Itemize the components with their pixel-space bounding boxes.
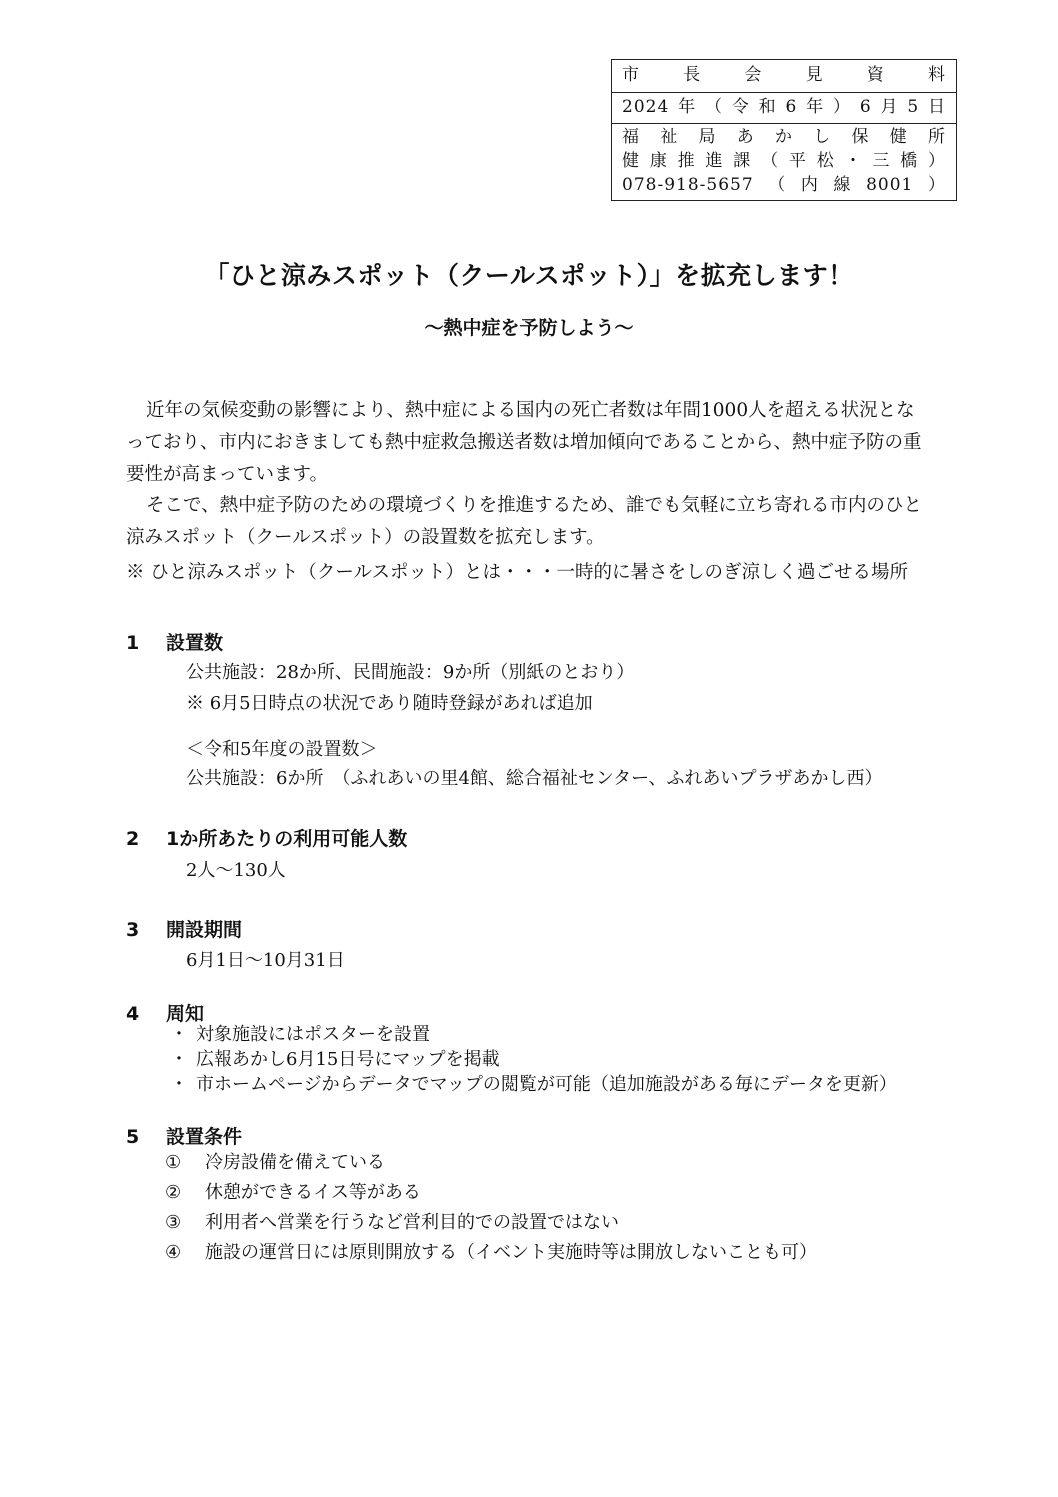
contact-section: 健康推進課（平松・三橋）: [622, 151, 946, 171]
info-row-contact: [612, 123, 956, 201]
list-item-text: 施設の運営日には原則開放する（イベント実施時等は開放しないことも可）: [205, 1242, 817, 1263]
section-2-heading: [126, 824, 407, 851]
section-title: 設置数: [166, 632, 224, 654]
list-item: [170, 1045, 500, 1071]
section-number: 5: [126, 1126, 140, 1148]
intro-line: 涼みスポット（クールスポット）の設置数を拡充します。: [126, 527, 605, 548]
list-marker: ③: [165, 1212, 182, 1233]
info-row-document-type: [612, 60, 956, 93]
press-info-box: [611, 59, 957, 201]
previous-year-heading: ＜令和5年度の設置数＞: [186, 739, 378, 760]
list-item: [170, 1020, 430, 1046]
facility-count: 公共施設：28か所、民間施設：9か所（別紙のとおり）: [186, 662, 635, 683]
bullet: ・: [170, 1024, 188, 1045]
intro-line: っており、市内におきましても熱中症救急搬送者数は増加傾向であることから、熱中症予防の重: [126, 432, 922, 453]
intro-line: 要性が高まっています。: [126, 464, 329, 485]
list-item-text: 市ホームページからデータでマップの閲覧が可能（追加施設がある毎にデータを更新）: [196, 1074, 897, 1095]
bullet: ・: [170, 1049, 188, 1070]
list-marker: ①: [165, 1152, 182, 1173]
intro-paragraph-2: [126, 490, 958, 554]
list-item: [170, 1070, 897, 1096]
list-item-text: 休憩ができるイス等がある: [205, 1182, 421, 1203]
section-title: 開設期間: [166, 919, 243, 941]
section-number: 2: [126, 828, 140, 850]
list-item: [165, 1238, 817, 1264]
list-item-text: 利用者へ営業を行うなど営利目的での設置ではない: [205, 1212, 619, 1233]
section-title: 1か所あたりの利用可能人数: [166, 828, 408, 850]
list-item: [165, 1148, 385, 1174]
section-3-heading: [126, 915, 242, 942]
page-title: 「ひと涼みスポット（クールスポット）」を拡充します！: [204, 261, 854, 290]
contact-phone: 078-918-5657（内線8001）: [622, 175, 946, 195]
intro-line: 近年の気候変動の影響により、熱中症による国内の死亡者数は年間1000人を超える状況とな: [146, 400, 915, 421]
opening-period: 6月1日～10月31日: [186, 950, 345, 971]
intro-paragraph-1: [126, 395, 958, 491]
section-5-heading: [126, 1122, 242, 1149]
intro-line: そこで、熱中症予防のための環境づくりを推進するため、誰でも気軽に立ち寄れる市内のひと: [146, 495, 922, 516]
section-1-heading: [126, 628, 223, 655]
list-item: [165, 1178, 421, 1204]
document-type: 市長会見資料: [622, 65, 946, 85]
definition-note: ※ ひと涼みスポット（クールスポット）とは・・・一時的に暑さをしのぎ涼しく過ごせる場所: [126, 562, 908, 583]
list-item: [165, 1208, 619, 1234]
list-item-text: 対象施設にはポスターを設置: [196, 1024, 430, 1045]
contact-department: 福祉局あかし保健所: [622, 127, 946, 147]
list-marker: ④: [165, 1242, 182, 1263]
section-number: 1: [126, 632, 140, 654]
section-title: 設置条件: [166, 1126, 243, 1148]
capacity-range: 2人～130人: [186, 860, 286, 881]
info-row-date: [612, 92, 956, 124]
section-number: 4: [126, 1003, 140, 1025]
facility-note: ※ 6月5日時点の状況であり随時登録があれば追加: [186, 693, 593, 714]
list-item-text: 冷房設備を備えている: [205, 1152, 385, 1173]
section-title: 周知: [166, 1003, 205, 1025]
list-marker: ②: [165, 1182, 182, 1203]
previous-year-facilities: 公共施設：6か所 （ふれあいの里4館、総合福祉センター、ふれあいプラザあかし西）: [186, 768, 883, 789]
document-date: 2024年（令和6年）6月5日: [622, 97, 946, 117]
section-number: 3: [126, 919, 140, 941]
bullet: ・: [170, 1074, 188, 1095]
page-subtitle: ～熱中症を予防しよう～: [424, 317, 634, 339]
list-item-text: 広報あかし6月15日号にマップを掲載: [196, 1049, 500, 1070]
